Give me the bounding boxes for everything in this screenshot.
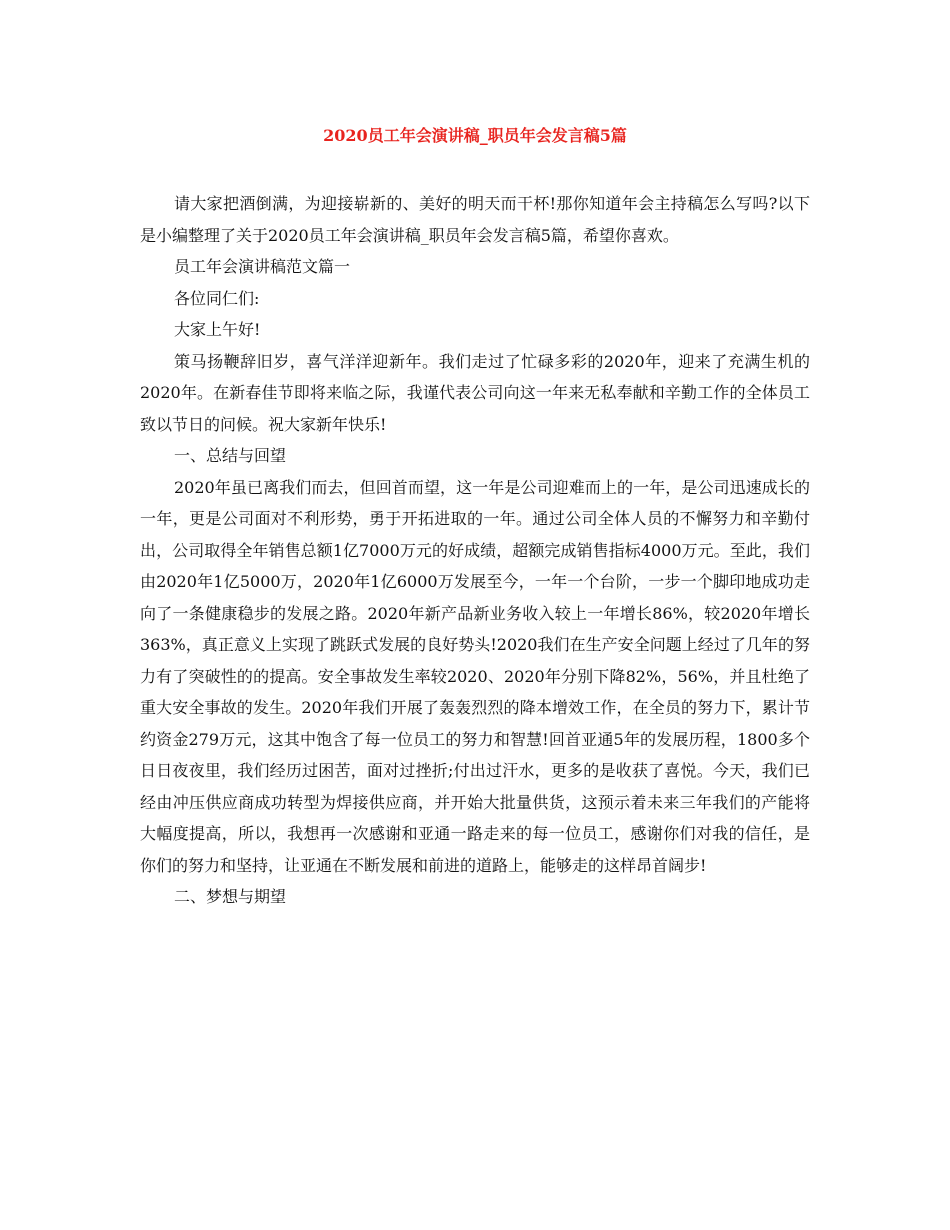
section-heading-summary: 一、总结与回望 — [174, 446, 287, 465]
summary-paragraph: 2020年虽已离我们而去，但回首而望，这一年是公司迎难而上的一年，是公司迅速成长的一年，更是公司面对不利形势，勇于开拓进取的一年。通过公司全体人员的不懈努力和辛勤付出，公司取得全年销售总额1亿7000万元的好成绩，超额完成销售指标4000万元。至此，我们由2020年1亿5000万，2020年1亿6000万发展至今，一年一个台阶，一步一个脚印地成功走向了一条健康稳步的发展之路。2020年新产品新业务收入较上一年增长86%，较2020年增长363%，真正意义上实现了跳跃式发展的良好势头!2020我们在生产安全问题上经过了几年的努力有了突破性的的提高。安全事故发生率较2020、2020年分别下降82%，56%，并且杜绝了重大安全事故的发生。2020年我们开展了轰轰烈烈的降本增效工作，在全员的努力下，累计节约资金279万元，这其中饱含了每一位员工的努力和智慧!回首亚通5年的发展历程，1800多个日日夜夜里，我们经历过困苦，面对过挫折;付出过汗水，更多的是收获了喜悦。今天，我们已经由冲压供应商成功转型为焊接供应商，并开始大批量供货，这预示着未来三年我们的产能将大幅度提高，所以，我想再一次感谢和亚通一路走来的每一位员工，感谢你们对我的信任，是你们的努力和坚持，让亚通在不断发展和前进的道路上，能够走的这样昂首阔步! — [140, 477, 810, 875]
section-heading-dreams: 二、梦想与期望 — [174, 887, 287, 906]
greeting: 大家上午好! — [174, 320, 261, 339]
document-body — [140, 188, 810, 913]
new-year-paragraph: 策马扬鞭辞旧岁，喜气洋洋迎新年。我们走过了忙碌多彩的2020年，迎来了充满生机的2020年。在新春佳节即将来临之际，我谨代表公司向这一年来无私奉献和辛勤工作的全体员工致以节日的问候。祝大家新年快乐! — [140, 351, 810, 434]
section-heading-speech-one: 员工年会演讲稿范文篇一 — [174, 257, 351, 276]
salutation: 各位同仁们: — [174, 288, 260, 308]
document-title: 2020员工年会演讲稿_职员年会发言稿5篇 — [323, 126, 627, 145]
intro-paragraph: 请大家把酒倒满，为迎接崭新的、美好的明天而干杯!那你知道年会主持稿怎么写吗?以下是小编整理了关于2020员工年会演讲稿_职员年会发言稿5篇，希望你喜欢。 — [140, 194, 810, 245]
